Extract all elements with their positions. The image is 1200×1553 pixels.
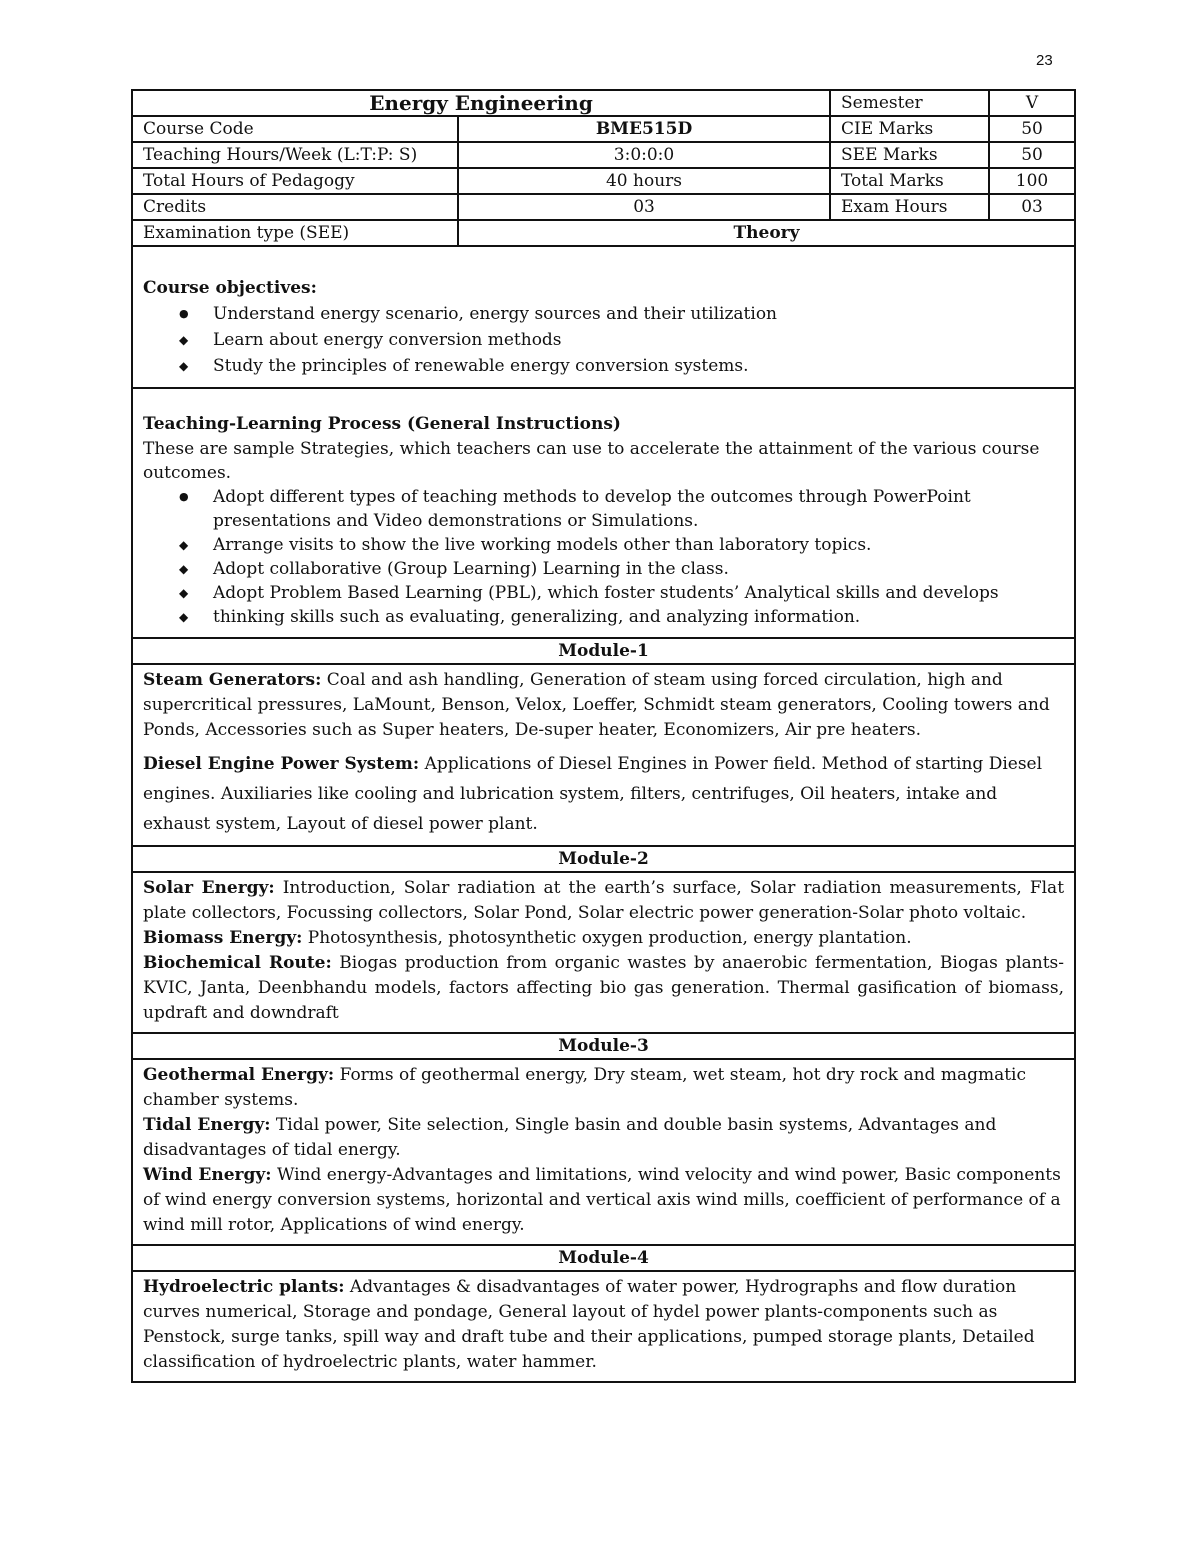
course-title: Energy Engineering <box>132 90 830 116</box>
module-header-row <box>132 638 1075 664</box>
marks-value: 03 <box>989 194 1075 220</box>
marks-label: CIE Marks <box>830 116 989 142</box>
teaching-heading: Teaching-Learning Process (General Instructions) <box>143 414 621 434</box>
module-content-row <box>132 872 1075 1033</box>
marks-label: Exam Hours <box>830 194 989 220</box>
teaching-intro: These are sample Strategies, which teachers can use to accelerate the attainment of the various course outcomes. <box>143 439 1040 483</box>
teaching-item: ● Adopt different types of teaching methods to develop the outcomes through PowerPoint presentations and Video demonstrations or Simulations. <box>213 485 1064 533</box>
course-syllabus-table <box>131 89 1076 1383</box>
module-header-row <box>132 846 1075 872</box>
teaching-item: ◆ Adopt collaborative (Group Learning) Learning in the class. <box>213 557 1064 581</box>
marks-label: SEE Marks <box>830 142 989 168</box>
info-row <box>132 116 1075 142</box>
teaching-list <box>143 485 1064 629</box>
module-content <box>132 1059 1075 1245</box>
semester-value: V <box>989 90 1075 116</box>
info-row <box>132 194 1075 220</box>
topic-text: Biogas production from organic wastes by anaerobic fermentation, Biogas plants-KVIC, Janta, Deenbhandu models, factors affecting bio gas generation. Thermal gasification of biomass, updraft and downdraft <box>143 953 1065 1023</box>
marks-label: Total Marks <box>830 168 989 194</box>
module-title: Module-2 <box>132 846 1075 872</box>
topic-term: Diesel Engine Power System: <box>143 754 420 774</box>
topic-term: Steam Generators: <box>143 670 322 690</box>
objective-item: ● Understand energy scenario, energy sources and their utilization <box>213 301 1064 327</box>
topic-term: Biomass Energy: <box>143 928 303 948</box>
module-header-row <box>132 1245 1075 1271</box>
module-paragraph <box>143 1163 1064 1238</box>
module-content <box>132 664 1075 846</box>
info-label: Teaching Hours/Week (L:T:P: S) <box>132 142 458 168</box>
page-number: 23 <box>1036 52 1053 69</box>
marks-value: 50 <box>989 116 1075 142</box>
info-row <box>132 142 1075 168</box>
module-content <box>132 1271 1075 1382</box>
topic-term: Tidal Energy: <box>143 1115 271 1135</box>
topic-text: Coal and ash handling, Generation of steam using forced circulation, high and supercritical pressures, LaMount, Benson, Velox, Loeffer, Schmidt steam generators, Cooling towers and Ponds, Accessories such as Super heaters, De-super heater, Economizers, Air pre heaters. <box>143 670 1050 740</box>
objectives-row <box>132 246 1075 388</box>
topic-term: Geothermal Energy: <box>143 1065 335 1085</box>
module-title: Module-4 <box>132 1245 1075 1271</box>
module-content-row <box>132 1271 1075 1382</box>
module-content <box>132 872 1075 1033</box>
module-paragraph <box>143 1275 1064 1375</box>
objective-item: ◆ Study the principles of renewable energy conversion systems. <box>213 353 1064 379</box>
topic-text: Photosynthesis, photosynthetic oxygen production, energy plantation. <box>302 928 912 948</box>
module-paragraph <box>143 876 1064 926</box>
module-paragraph <box>143 1063 1064 1113</box>
topic-text: Applications of Diesel Engines in Power field. Method of starting Diesel engines. Auxiliaries like cooling and lubrication system, filters, centrifuges, Oil heaters, intake and exhaust system, Layout of diesel power plant. <box>143 754 1043 834</box>
course-objectives <box>132 246 1075 388</box>
info-value: 40 hours <box>458 168 830 194</box>
objective-item: ◆ Learn about energy conversion methods <box>213 327 1064 353</box>
topic-term: Biochemical Route: <box>143 953 332 973</box>
teaching-item: ◆ thinking skills such as evaluating, generalizing, and analyzing information. <box>213 605 1064 629</box>
objectives-list <box>143 301 1064 379</box>
objectives-heading: Course objectives: <box>143 278 317 298</box>
topic-text: Forms of geothermal energy, Dry steam, wet steam, hot dry rock and magmatic chamber systems. <box>143 1065 1027 1110</box>
marks-value: 50 <box>989 142 1075 168</box>
teaching-item: ◆ Arrange visits to show the live working models other than laboratory topics. <box>213 533 1064 557</box>
info-label: Total Hours of Pedagogy <box>132 168 458 194</box>
course-title-row <box>132 90 1075 116</box>
semester-label: Semester <box>830 90 989 116</box>
module-content-row <box>132 1059 1075 1245</box>
teaching-row <box>132 388 1075 638</box>
info-row <box>132 168 1075 194</box>
teaching-learning-process <box>132 388 1075 638</box>
exam-type-row <box>132 220 1075 246</box>
info-value: 03 <box>458 194 830 220</box>
info-label: Credits <box>132 194 458 220</box>
topic-term: Wind Energy: <box>143 1165 272 1185</box>
module-paragraph <box>143 749 1064 839</box>
topic-text: Advantages & disadvantages of water power, Hydrographs and flow duration curves numerical, Storage and pondage, General layout of hydel power plants-components such as Penstock, surge tanks, spill way and draft tube and their applications, pumped storage plants, Detailed classification of hydroelectric plants, water hammer. <box>143 1277 1035 1372</box>
topic-text: Tidal power, Site selection, Single basin and double basin systems, Advantages and disadvantages of tidal energy. <box>143 1115 997 1160</box>
module-content-row <box>132 664 1075 846</box>
module-paragraph <box>143 1113 1064 1163</box>
exam-type-label: Examination type (SEE) <box>132 220 458 246</box>
module-paragraph <box>143 926 1064 951</box>
info-label: Course Code <box>132 116 458 142</box>
module-paragraph <box>143 951 1064 1026</box>
topic-text: Introduction, Solar radiation at the earth’s surface, Solar radiation measurements, Flat plate collectors, Focussing collectors, Solar Pond, Solar electric power generation-Solar photo voltaic. <box>143 878 1065 923</box>
marks-value: 100 <box>989 168 1075 194</box>
module-header-row <box>132 1033 1075 1059</box>
module-title: Module-3 <box>132 1033 1075 1059</box>
module-title: Module-1 <box>132 638 1075 664</box>
info-value: BME515D <box>458 116 830 142</box>
topic-term: Solar Energy: <box>143 878 275 898</box>
topic-text: Wind energy-Advantages and limitations, wind velocity and wind power, Basic components of wind energy conversion systems, horizontal and vertical axis wind mills, coefficient of performance of a wind mill rotor, Applications of wind energy. <box>143 1165 1061 1235</box>
module-paragraph <box>143 668 1064 743</box>
teaching-item: ◆ Adopt Problem Based Learning (PBL), which foster students’ Analytical skills and develops <box>213 581 1064 605</box>
info-value: 3:0:0:0 <box>458 142 830 168</box>
topic-term: Hydroelectric plants: <box>143 1277 345 1297</box>
exam-type-value: Theory <box>458 220 1075 246</box>
